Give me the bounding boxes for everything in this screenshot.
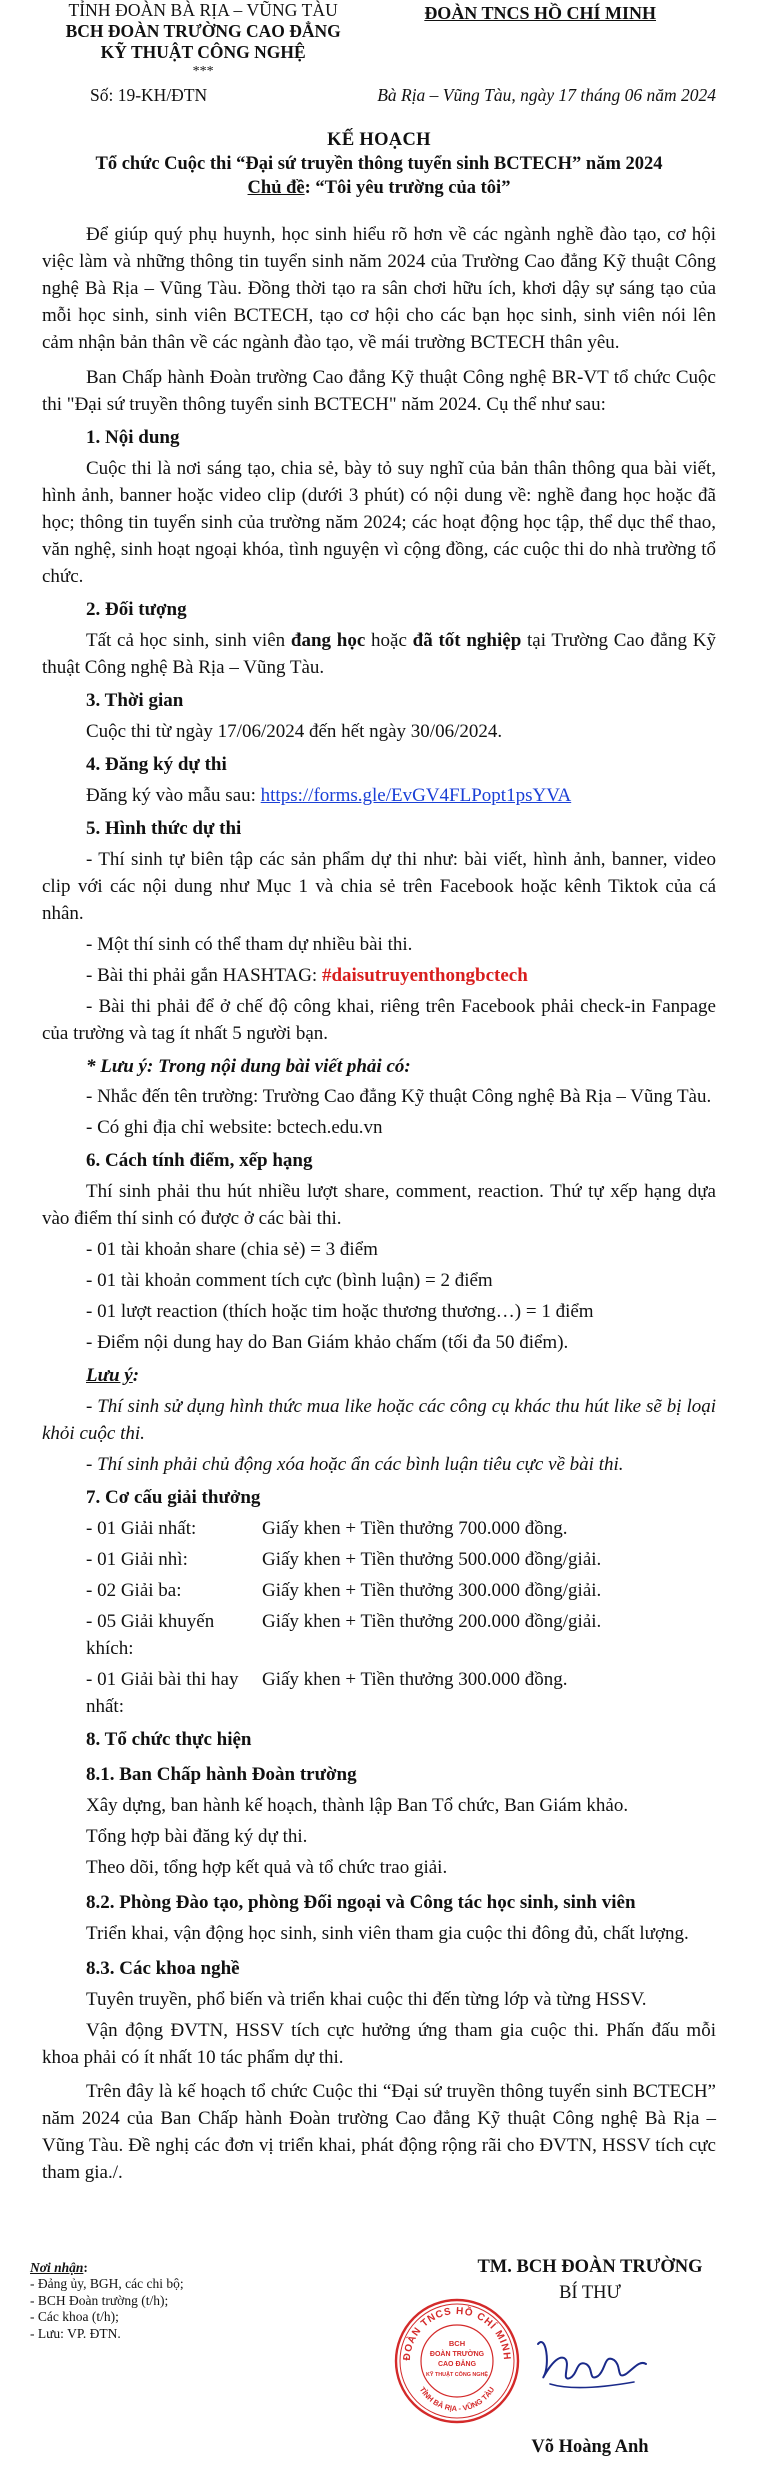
section-8-2-text: Triển khai, vận động học sinh, sinh viên tham gia cuộc thi đông đủ, chất lượng. — [86, 1922, 689, 1944]
scoring-rule-1: - 01 tài khoản share (chia sẻ) = 3 điểm — [86, 1239, 378, 1261]
handwritten-signature — [530, 2324, 650, 2404]
s2-text-a: Tất cả học sinh, sinh viên — [86, 629, 291, 651]
s2-text-graduated: đã tốt nghiệp — [412, 629, 522, 651]
section-8-3-heading: 8.3. Các khoa nghề — [86, 1957, 240, 1979]
seal-bottom-text: TỈNH BÀ RỊA - VŨNG TÀU — [417, 2385, 497, 2414]
prize-reward: Giấy khen + Tiền thưởng 700.000 đồng. — [262, 1518, 568, 1540]
scoring-rule-2: - 01 tài khoản comment tích cực (bình luận) = 2 điểm — [86, 1270, 493, 1292]
section-7-heading: 7. Cơ cấu giải thưởng — [86, 1487, 261, 1509]
section-5-heading: 5. Hình thức dự thi — [86, 817, 242, 839]
section-5-bullet-4: - Bài thi phải để ở chế độ công khai, riêng trên Facebook phải check-in Fanpage của trường và tag ít nhất 5 người bạn. — [42, 995, 716, 1044]
section-8-2-heading: 8.2. Phòng Đào tạo, phòng Đối ngoại và Công tác học sinh, sinh viên — [86, 1891, 636, 1913]
seal-center-line: ĐOÀN TRƯỜNG — [429, 2351, 485, 2358]
svg-text:TỈNH BÀ RỊA - VŨNG TÀU — [418, 2385, 497, 2413]
seal-center-line: KỸ THUẬT CÔNG NGHỆ — [426, 2372, 488, 2378]
note-label: Lưu ý — [86, 1365, 133, 1387]
document-footer — [0, 2254, 760, 2468]
note-colon: : — [132, 1365, 140, 1387]
org-line-2: BCH ĐOÀN TRƯỜNG CAO ĐẲNG — [65, 21, 341, 41]
prize-row — [42, 1516, 716, 1543]
official-seal-stamp — [392, 2296, 522, 2426]
section-8-3-text-b: Vận động ĐVTN, HSSV tích cực hưởng ứng tham gia cuộc thi. Phấn đấu mỗi khoa phải có ít nhất 10 tác phẩm dự thi. — [42, 2019, 716, 2068]
section-8-1-heading: 8.1. Ban Chấp hành Đoàn trường — [86, 1763, 357, 1785]
section-8-1-text-c: Theo dõi, tổng hợp kết quả và tổ chức trao giải. — [86, 1856, 448, 1878]
section-6-note-2: - Thí sinh phải chủ động xóa hoặc ẩn các bình luận tiêu cực về bài thi. — [86, 1454, 624, 1476]
document-title — [42, 128, 716, 200]
topic-text: : “Tôi yêu trường của tôi” — [304, 178, 511, 199]
signer-on-behalf: TM. BCH ĐOÀN TRƯỜNG — [477, 2257, 703, 2277]
title-topic — [42, 176, 716, 200]
scoring-rule-3: - 01 lượt reaction (thích hoặc tim hoặc thương thương…) = 1 điểm — [86, 1301, 594, 1323]
recipients-block — [30, 2260, 184, 2342]
signer-position: BÍ THƯ — [559, 2283, 621, 2304]
hashtag: #daisutruyenthongbctech — [321, 964, 528, 986]
section-8-1-text-a: Xây dựng, ban hành kế hoạch, thành lập Ban Tổ chức, Ban Giám khảo. — [86, 1794, 629, 1816]
org-stars: *** — [192, 64, 214, 79]
section-2-heading: 2. Đối tượng — [86, 598, 187, 620]
hashtag-prefix: - Bài thi phải gắn HASHTAG: — [86, 964, 322, 986]
recipients-label: Nơi nhận — [30, 2260, 84, 2275]
recipients-colon: : — [83, 2260, 88, 2275]
prize-reward: Giấy khen + Tiền thưởng 300.000 đồng. — [262, 1668, 568, 1690]
section-6-note — [42, 1363, 716, 1390]
section-4-text — [42, 783, 716, 810]
intro-paragraph-1: Để giúp quý phụ huynh, học sinh hiểu rõ hơn về các ngành nghề đào tạo, cơ hội việc làm và những thông tin tuyển sinh năm 2024 của Trường Cao đẳng Kỹ thuật Công nghệ Bà Rịa – Vũng Tàu. Đồng thời tạo ra sân chơi hữu ích, khơi dậy sự sáng tạo của mỗi học sinh, sinh viên BCTECH, tạo cơ hội cho các bạn học sinh, sinh viên nói lên cảm nhận bản thân về các ngành đào tạo, về mái trường BCTECH thân yêu. — [42, 224, 716, 354]
prize-row — [42, 1609, 716, 1663]
prize-name: - 01 Giải nhất: — [86, 1518, 197, 1540]
recipients-title — [30, 2260, 184, 2276]
org-line-1: TỈNH ĐOÀN BÀ RỊA – VŨNG TÀU — [68, 0, 338, 20]
section-4-heading: 4. Đăng ký dự thi — [86, 753, 227, 775]
document-number: Số: 19-KH/ĐTN — [90, 85, 208, 106]
registration-text: Đăng ký vào mẫu sau: — [86, 784, 261, 806]
section-8-heading: 8. Tổ chức thực hiện — [86, 1728, 252, 1750]
recipient-item: - Các khoa (t/h); — [30, 2309, 119, 2325]
prize-reward: Giấy khen + Tiền thưởng 200.000 đồng/giải. — [262, 1610, 602, 1632]
prize-name: - 01 Giải bài thi hay nhất: — [86, 1668, 239, 1717]
prize-list — [42, 1516, 716, 1721]
section-6-note-1: - Thí sinh sử dụng hình thức mua like hoặc các công cụ khác thu hút like sẽ bị loại khỏi cuộc thi. — [42, 1396, 716, 1445]
title-line-1: KẾ HOẠCH — [327, 130, 431, 151]
s2-text-e: tại Trường Cao đẳng Kỹ thuật Công nghệ Bà Rịa – Vũng Tàu. — [42, 629, 716, 678]
prize-reward: Giấy khen + Tiền thưởng 500.000 đồng/giải. — [262, 1549, 602, 1570]
recipient-item: - Lưu: VP. ĐTN. — [30, 2325, 121, 2341]
prize-name: - 02 Giải ba: — [86, 1579, 182, 1601]
closing-paragraph: Trên đây là kế hoạch tổ chức Cuộc thi “Đại sứ truyền thông tuyển sinh BCTECH” năm 2024 của Ban Chấp hành Đoàn trường Cao đẳng Kỹ thuật Công nghệ Bà Rịa – Vũng Tàu. Đề nghị các đơn vị triển khai, phát động rộng rãi cho ĐVTN, HSSV tích cực tham gia./. — [42, 2081, 716, 2184]
prize-reward: Giấy khen + Tiền thưởng 300.000 đồng/giải. — [262, 1579, 602, 1601]
prize-name: - 01 Giải nhì: — [86, 1549, 188, 1570]
signer-name: Võ Hoàng Anh — [531, 2437, 649, 2457]
section-2-text — [42, 628, 716, 682]
section-8-1-text-b: Tổng hợp bài đăng ký dự thi. — [86, 1825, 308, 1847]
document-meta — [42, 83, 716, 108]
section-5-bullet-1: - Thí sinh tự biên tập các sản phẩm dự thi như: bài viết, hình ảnh, banner, video clip với các nội dung như Mục 1 và chia sẻ trên Facebook hoặc kênh Tiktok của cá nhân. — [42, 848, 716, 924]
place-date: Bà Rịa – Vũng Tàu, ngày 17 tháng 06 năm 2024 — [377, 85, 716, 106]
section-3-heading: 3. Thời gian — [86, 689, 184, 711]
section-1-heading: 1. Nội dung — [86, 427, 180, 449]
scoring-rule-4: - Điểm nội dung hay do Ban Giám khảo chấm (tối đa 50 điểm). — [86, 1332, 569, 1354]
intro-paragraph-2: Ban Chấp hành Đoàn trường Cao đẳng Kỹ thuật Công nghệ BR-VT tổ chức Cuộc thi "Đại sứ truyền thông tuyển sinh BCTECH" năm 2024. Cụ thể như sau: — [42, 367, 716, 416]
topic-label: Chủ đề — [247, 178, 305, 199]
section-5-bullet-3 — [42, 963, 716, 990]
section-6-text: Thí sinh phải thu hút nhiều lượt share, comment, reaction. Thứ tự xếp hạng dựa vào điểm thí sinh có được ở các bài thi. — [42, 1181, 716, 1230]
recipient-item: - BCH Đoàn trường (t/h); — [30, 2292, 169, 2308]
s2-text-studying: đang học — [290, 629, 366, 651]
issuing-organization — [42, 0, 364, 79]
prize-row — [42, 1547, 716, 1574]
recipient-item: - Đảng ủy, BGH, các chi bộ; — [30, 2276, 184, 2292]
section-5-note-2: - Có ghi địa chỉ website: bctech.edu.vn — [86, 1117, 383, 1139]
section-6-heading: 6. Cách tính điểm, xếp hạng — [86, 1150, 313, 1172]
union-name: ĐOÀN TNCS HỒ CHÍ MINH — [424, 3, 657, 23]
prize-row — [42, 1578, 716, 1605]
seal-center-line: BCH — [448, 2339, 466, 2348]
section-5-bullet-2: - Một thí sinh có thể tham dự nhiều bài thi. — [86, 933, 413, 955]
document-header — [42, 0, 716, 79]
prize-row — [42, 1667, 716, 1721]
section-5-note: * Lưu ý: Trong nội dung bài viết phải có: — [86, 1055, 411, 1077]
registration-form-link[interactable]: https://forms.gle/EvGV4FLPopt1psYVA — [260, 784, 572, 806]
seal-ring-text: ĐOÀN TNCS HỒ CHÍ MINH — [401, 2305, 513, 2361]
s2-text-c: hoặc — [365, 629, 413, 651]
section-5-note-1: - Nhắc đến tên trường: Trường Cao đẳng Kỹ thuật Công nghệ Bà Rịa – Vũng Tàu. — [86, 1086, 712, 1108]
section-3-text: Cuộc thi từ ngày 17/06/2024 đến hết ngày 30/06/2024. — [86, 720, 503, 742]
title-line-2: Tổ chức Cuộc thi “Đại sứ truyền thông tuyển sinh BCTECH” năm 2024 — [95, 154, 663, 175]
prize-name: - 05 Giải khuyến khích: — [86, 1610, 215, 1659]
seal-center-line: CAO ĐẲNG — [437, 2361, 477, 2368]
org-line-3: KỸ THUẬT CÔNG NGHỆ — [100, 42, 306, 62]
section-8-3-text-a: Tuyên truyền, phổ biến và triển khai cuộc thi đến từng lớp và từng HSSV. — [86, 1988, 647, 2010]
section-1-text: Cuộc thi là nơi sáng tạo, chia sẻ, bày tỏ suy nghĩ của bản thân thông qua bài viết, hình ảnh, banner hoặc video clip (dưới 3 phút) có nội dung về: nghề đang học hoặc đã học; thông tin tuyển sinh của trường năm 2024; các hoạt động học tập, thể dục thể thao, văn nghệ, sinh hoạt ngoại khóa, tình nguyện vì cộng đồng, các cuộc thi do nhà trường tổ chức. — [42, 458, 716, 587]
